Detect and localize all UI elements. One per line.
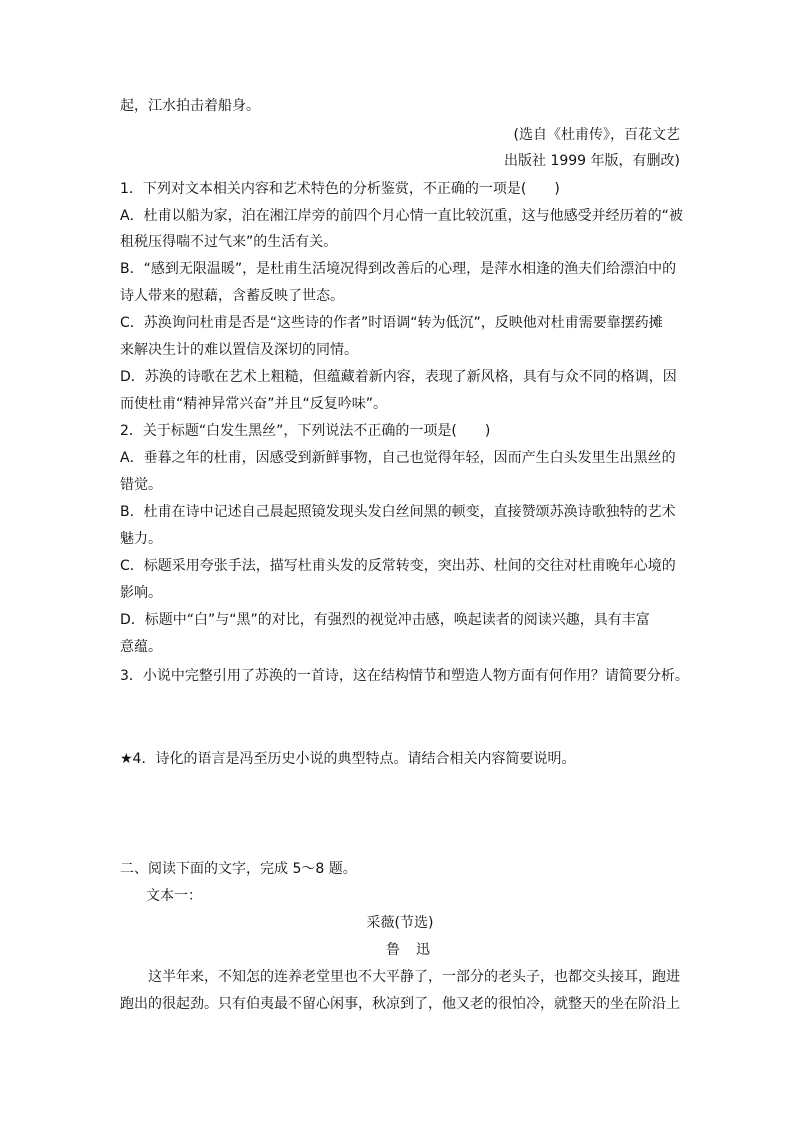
question-2-option-a: A．垂暮之年的杜甫，因感受到新鲜事物，自己也觉得年轻，因而产生白头发里生出黑丝的 xyxy=(120,450,676,466)
question-2-option-d: D．标题中“白”与“黑”的对比，有强烈的视觉冲击感，唤起读者的阅读兴趣，具有丰富 xyxy=(120,612,650,628)
question-2-option-b-cont: 魅力。 xyxy=(120,531,162,547)
question-1-option-c-cont: 来解决生计的难以置信及深切的同情。 xyxy=(120,342,358,358)
question-2-stem: 2．关于标题“白发生黑丝”，下列说法不正确的一项是( ) xyxy=(120,423,491,439)
text-1-label: 文本一： xyxy=(146,888,202,904)
question-1-option-a: A．杜甫以船为家，泊在湘江岸旁的前四个月心情一直比较沉重，这与他感受并经历着的“被 xyxy=(120,208,683,224)
source-citation-line-2: 出版社 1999 年版，有删改) xyxy=(504,153,680,169)
text-1-title: 采薇(节选) xyxy=(366,915,434,931)
question-2-option-c-cont: 影响。 xyxy=(120,585,162,601)
question-2-option-b: B．杜甫在诗中记述自己晨起照镜发现头发白丝间黑的顿变，直接赞颂苏涣诗歌独特的艺术 xyxy=(120,504,676,520)
question-2-option-a-cont: 错觉。 xyxy=(120,477,162,493)
question-2-option-c: C．标题采用夸张手法，描写杜甫头发的反常转变，突出苏、杜间的交往对杜甫晚年心境的 xyxy=(120,558,676,574)
question-1-option-d: D．苏涣的诗歌在艺术上粗糙，但蕴藏着新内容，表现了新风格，具有与众不同的格调，因 xyxy=(120,369,677,385)
text-1-author: 鲁迅 xyxy=(386,942,446,958)
question-4: ★4．诗化的语言是冯至历史小说的典型特点。请结合相关内容简要说明。 xyxy=(120,751,576,767)
question-1-option-c: C．苏涣询问杜甫是否是“这些诗的作者”时语调“转为低沉”，反映他对杜甫需要靠摆药摊 xyxy=(120,315,663,331)
question-1-option-d-cont: 而使杜甫“精神异常兴奋”并且“反复吟味”。 xyxy=(120,396,388,412)
question-1-option-b-cont: 诗人带来的慰藉，含蓄反映了世态。 xyxy=(120,288,344,304)
text-1-paragraph-line-2: 跑出的很起劲。只有伯夷最不留心闲事，秋凉到了，他又老的很怕冷，就整天的坐在阶沿上 xyxy=(120,996,680,1012)
question-1-option-b: B．“感到无限温暖”，是杜甫生活境况得到改善后的心理，是萍水相逢的渔夫们给漂泊中的 xyxy=(120,261,677,277)
source-citation-line-1: (选自《杜甫传》，百花文艺 xyxy=(513,127,680,143)
question-3: 3．小说中完整引用了苏涣的一首诗，这在结构情节和塑造人物方面有何作用？请简要分析。 xyxy=(120,668,689,684)
question-1-stem: 1．下列对文本相关内容和艺术特色的分析鉴赏，不正确的一项是( ) xyxy=(120,181,560,197)
question-2-option-d-cont: 意蕴。 xyxy=(120,639,162,655)
section-2-heading: 二、阅读下面的文字，完成 5～8 题。 xyxy=(120,861,357,877)
text-1-paragraph-line-1: 这半年来，不知怎的连养老堂里也不大平静了，一部分的老头子，也都交头接耳，跑进 xyxy=(148,969,680,985)
paragraph-continuation: 起，江水拍击着船身。 xyxy=(120,98,260,114)
question-1-option-a-cont: 租税压得喘不过气来”的生活有关。 xyxy=(120,234,338,250)
